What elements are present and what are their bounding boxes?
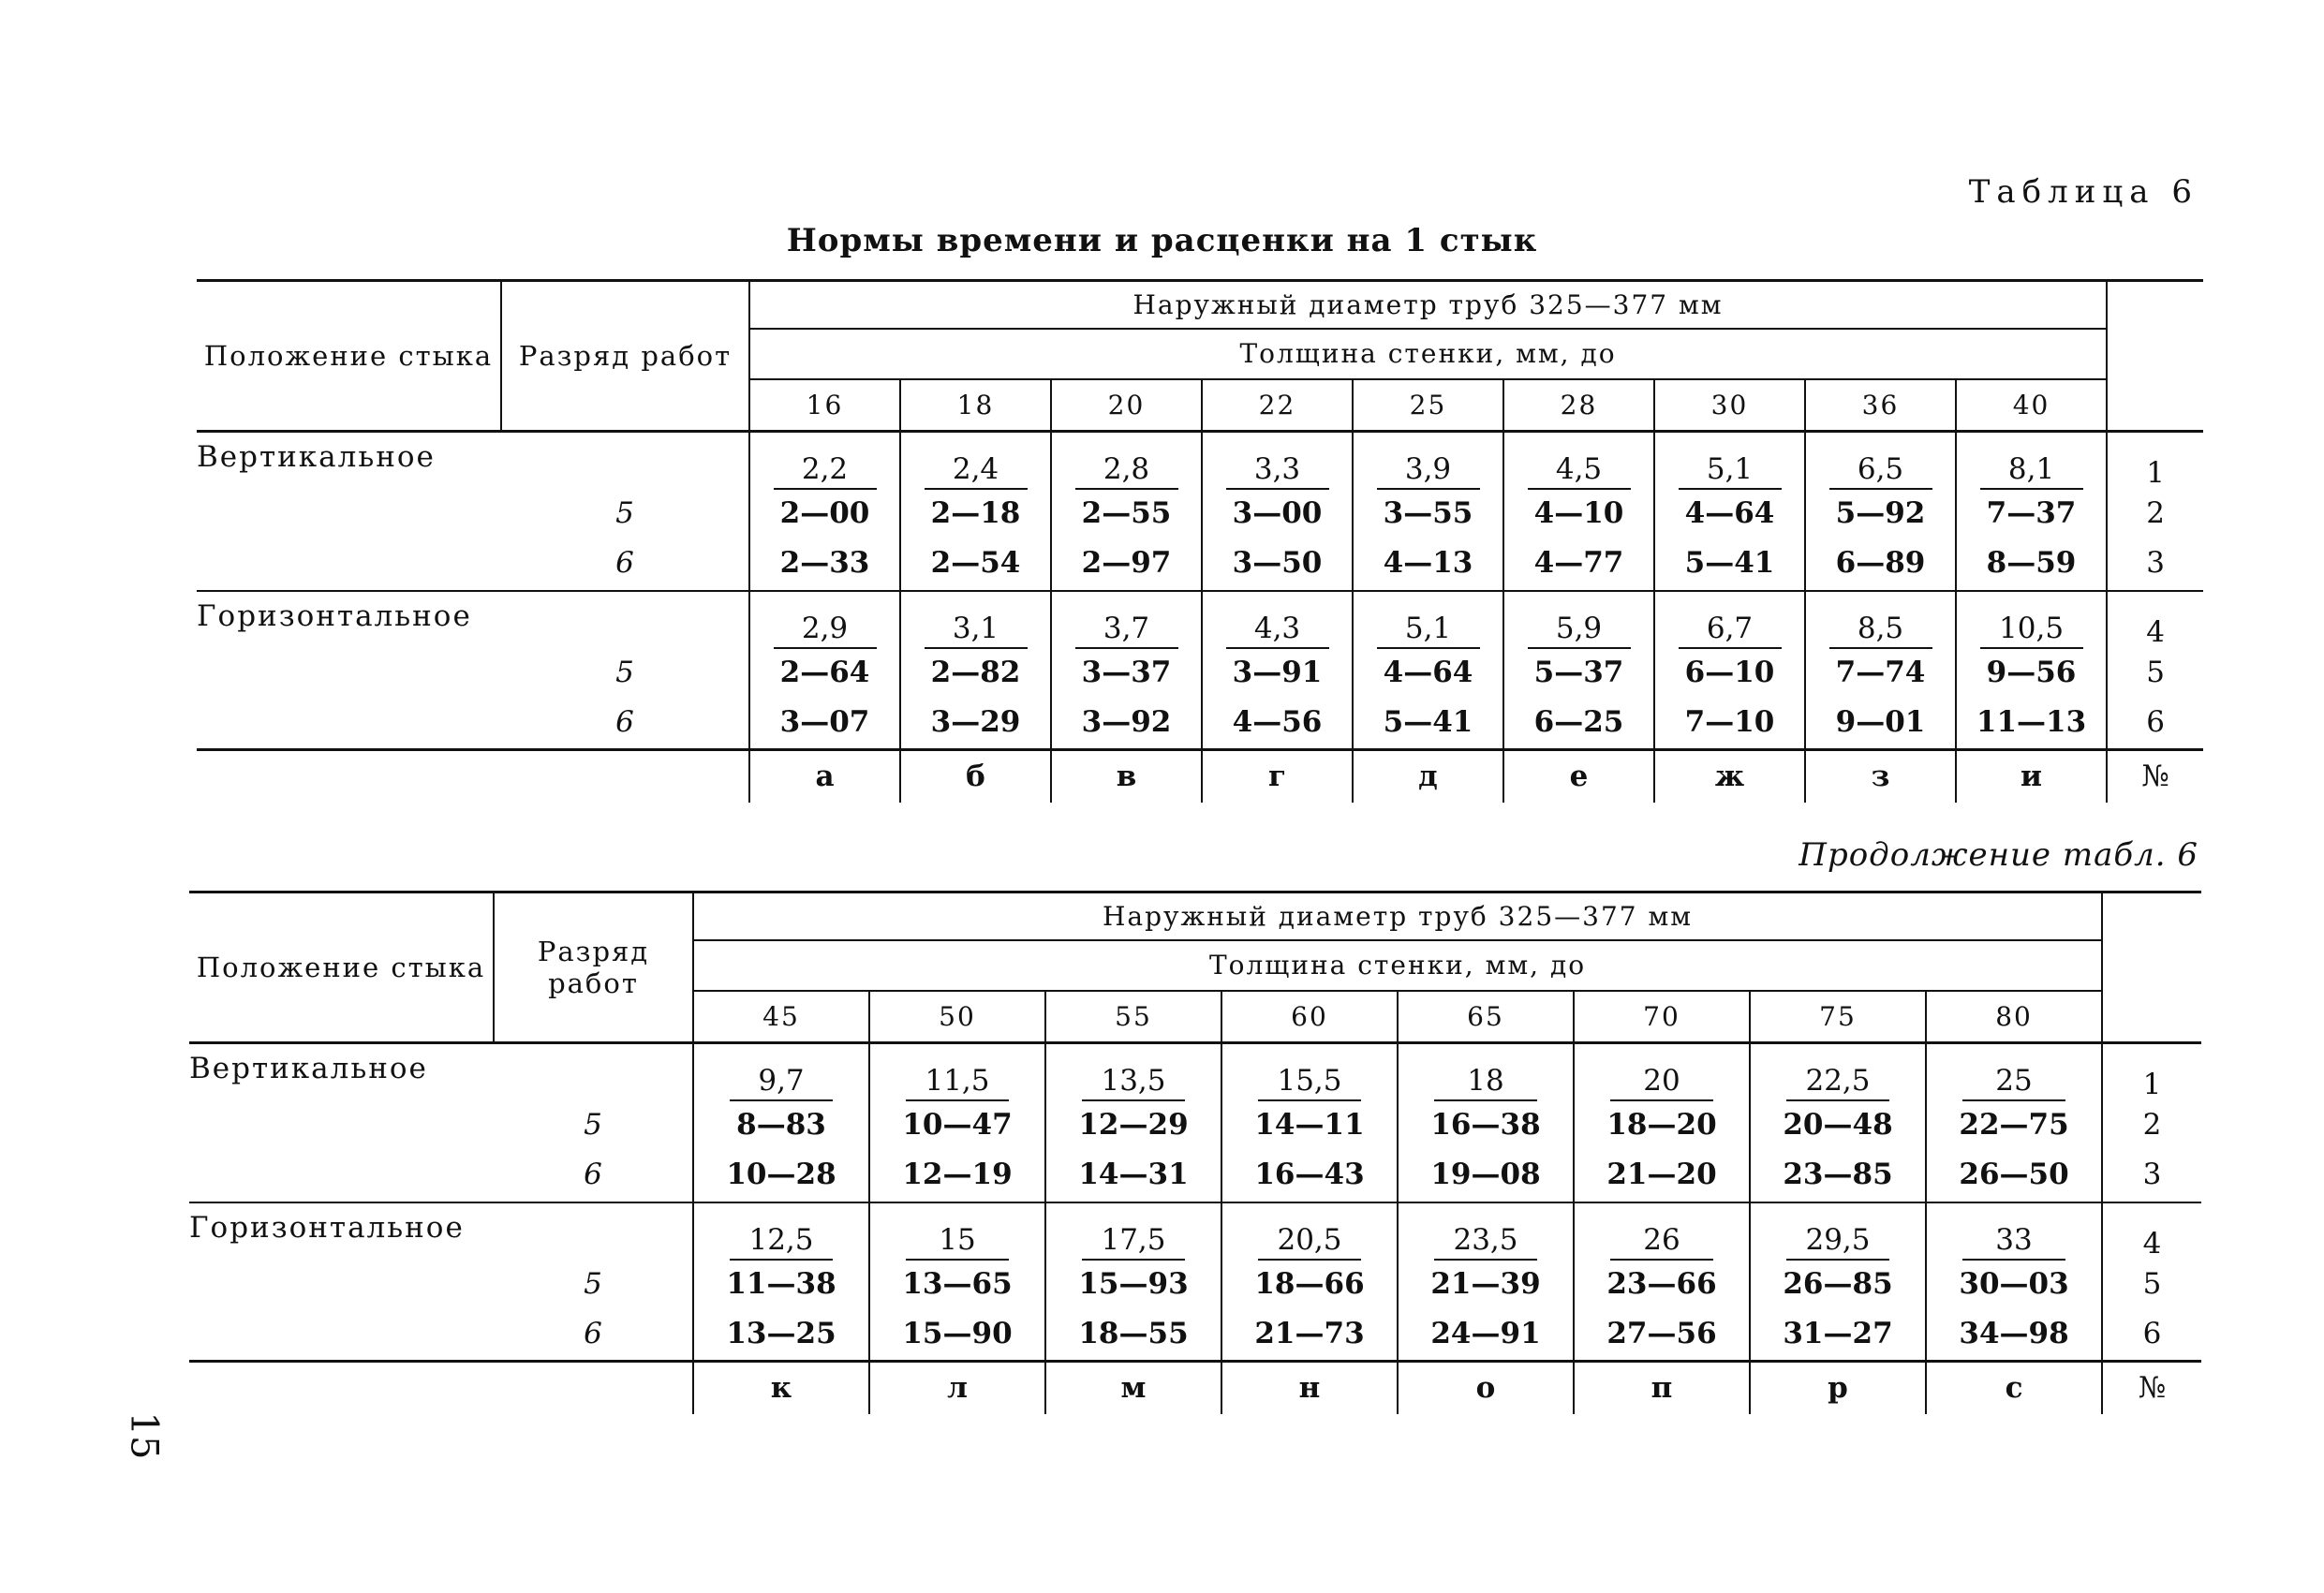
time-norm-value: 5,9 [1528, 610, 1631, 649]
time-norm-cell [1926, 1202, 2102, 1261]
time-norm-value: 26 [1610, 1221, 1713, 1261]
time-norm-cell [1574, 1202, 1750, 1261]
row-number: 6 [2142, 1316, 2162, 1350]
rate-grade-6: 5—41 [1353, 696, 1503, 750]
time-norm-value: 4,5 [1528, 450, 1631, 490]
time-norm-cell [1045, 1043, 1221, 1101]
thickness-value: 28 [1503, 379, 1654, 432]
rate-grade-6: 26—50 [1926, 1148, 2102, 1202]
time-norm-value: 3,9 [1377, 450, 1480, 490]
column-letter: о [1398, 1362, 1574, 1414]
time-norm-value: 2,4 [925, 450, 1028, 490]
column-letter: д [1353, 750, 1503, 803]
number-sign: № [2107, 750, 2203, 803]
time-norm-value: 22,5 [1786, 1062, 1889, 1101]
time-norm-cell [1202, 432, 1353, 490]
thickness-value: 60 [1221, 991, 1398, 1043]
column-letter: к [693, 1362, 869, 1414]
thickness-value: 55 [1045, 991, 1221, 1043]
time-norm-cell [1805, 432, 1956, 490]
time-norm-value: 5,1 [1377, 610, 1480, 649]
row-number: 2 [2146, 495, 2165, 530]
rate-grade-5: 2—18 [900, 490, 1051, 537]
rate-grade-5: 26—85 [1750, 1261, 1926, 1307]
rate-grade-6: 3—07 [749, 696, 900, 750]
rate-grade-6: 12—19 [869, 1148, 1045, 1202]
wall-thickness-header: Толщина стенки, мм, до [749, 329, 2107, 379]
time-norm-cell [1956, 591, 2107, 649]
diameter-header: Наружный диаметр труб 325—377 мм [693, 892, 2102, 940]
rate-grade-6: 27—56 [1574, 1307, 1750, 1362]
rate-grade-6: 15—90 [869, 1307, 1045, 1362]
page-number: 15 [122, 1411, 166, 1460]
rate-grade-5: 21—39 [1398, 1261, 1574, 1307]
rate-grade-6: 2—97 [1051, 537, 1202, 591]
row-number: 5 [2146, 655, 2165, 689]
rate-grade-6: 5—41 [1654, 537, 1805, 591]
rate-grade-5: 4—64 [1654, 490, 1805, 537]
continuation-label: Продолжение табл. 6 [1799, 836, 2198, 874]
time-norm-value: 8,1 [1980, 450, 2083, 490]
row-number: 5 [2142, 1266, 2162, 1301]
label-blank [189, 1101, 494, 1148]
time-norm-cell [693, 1043, 869, 1101]
label-blank [189, 1148, 494, 1202]
rate-grade-6: 4—77 [1503, 537, 1654, 591]
time-norm-cell [1503, 432, 1654, 490]
grade-6-label: 6 [494, 1307, 693, 1362]
rate-grade-6: 3—29 [900, 696, 1051, 750]
time-norm-value: 6,5 [1829, 450, 1932, 490]
position-header: Положение стыка [189, 892, 494, 1043]
label-blank [197, 537, 501, 591]
rate-grade-6: 19—08 [1398, 1148, 1574, 1202]
rate-grade-6: 6—25 [1503, 696, 1654, 750]
time-norm-cell [1503, 591, 1654, 649]
column-letter: м [1045, 1362, 1221, 1414]
thickness-value: 70 [1574, 991, 1750, 1043]
time-norm-value: 5,1 [1679, 450, 1782, 490]
rate-grade-6: 2—54 [900, 537, 1051, 591]
rate-grade-5: 14—11 [1221, 1101, 1398, 1148]
rate-grade-5: 5—37 [1503, 649, 1654, 696]
rate-grade-5: 18—20 [1574, 1101, 1750, 1148]
thickness-value: 30 [1654, 379, 1805, 432]
rate-grade-6: 7—10 [1654, 696, 1805, 750]
column-letter: ж [1654, 750, 1805, 803]
rate-grade-6: 6—89 [1805, 537, 1956, 591]
rate-grade-6: 11—13 [1956, 696, 2107, 750]
column-letter: н [1221, 1362, 1398, 1414]
thickness-value: 18 [900, 379, 1051, 432]
row-number: 6 [2146, 704, 2165, 739]
time-norm-cell [869, 1043, 1045, 1101]
time-norm-cell [900, 432, 1051, 490]
rate-grade-5: 7—37 [1956, 490, 2107, 537]
thickness-value: 20 [1051, 379, 1202, 432]
rate-grade-6: 2—33 [749, 537, 900, 591]
grade-5-label: 5 [501, 649, 749, 696]
column-letter: е [1503, 750, 1654, 803]
diameter-header: Наружный диаметр труб 325—377 мм [749, 281, 2107, 329]
time-norm-value: 29,5 [1786, 1221, 1889, 1261]
rate-grade-5: 10—47 [869, 1101, 1045, 1148]
rate-grade-5: 2—82 [900, 649, 1051, 696]
column-letter: г [1202, 750, 1353, 803]
column-letter: р [1750, 1362, 1926, 1414]
time-norm-cell [1051, 432, 1202, 490]
rate-grade-5: 11—38 [693, 1261, 869, 1307]
grade-header: Разряд работ [494, 892, 693, 1043]
row-number: 1 [2146, 455, 2165, 490]
time-norm-value: 6,7 [1679, 610, 1782, 649]
grade-blank [494, 1043, 693, 1101]
rate-grade-6: 3—92 [1051, 696, 1202, 750]
thickness-value: 50 [869, 991, 1045, 1043]
rate-grade-5: 2—64 [749, 649, 900, 696]
time-norm-value: 15,5 [1258, 1062, 1361, 1101]
rate-grade-6: 16—43 [1221, 1148, 1398, 1202]
wall-thickness-header: Толщина стенки, мм, до [693, 940, 2102, 991]
time-norm-cell [1221, 1043, 1398, 1101]
thickness-value: 45 [693, 991, 869, 1043]
row-number: 2 [2142, 1107, 2162, 1142]
time-norm-cell [1654, 432, 1805, 490]
row-number: 1 [2142, 1067, 2162, 1101]
rate-grade-5: 3—91 [1202, 649, 1353, 696]
time-norm-value: 2,9 [774, 610, 877, 649]
letter-blank [197, 750, 749, 803]
rate-grade-6: 23—85 [1750, 1148, 1926, 1202]
grade-6-label: 6 [501, 537, 749, 591]
rate-grade-5: 4—64 [1353, 649, 1503, 696]
time-norm-value: 4,3 [1226, 610, 1329, 649]
time-norm-cell [1956, 432, 2107, 490]
joint-position-label: Вертикальное [189, 1052, 428, 1085]
time-norm-value: 11,5 [906, 1062, 1009, 1101]
time-norm-cell [1750, 1202, 1926, 1261]
rate-grade-6: 10—28 [693, 1148, 869, 1202]
rate-grade-5: 2—00 [749, 490, 900, 537]
thickness-value: 25 [1353, 379, 1503, 432]
rate-grade-6: 13—25 [693, 1307, 869, 1362]
time-norm-cell [1398, 1202, 1574, 1261]
rate-grade-5: 3—37 [1051, 649, 1202, 696]
grade-blank [501, 432, 749, 490]
time-norm-value: 2,2 [774, 450, 877, 490]
rate-grade-6: 8—59 [1956, 537, 2107, 591]
time-norm-value: 33 [1962, 1221, 2065, 1261]
rate-grade-5: 16—38 [1398, 1101, 1574, 1148]
time-norm-cell [1051, 591, 1202, 649]
time-norm-cell [1353, 432, 1503, 490]
grade-blank [494, 1202, 693, 1261]
rate-grade-6: 9—01 [1805, 696, 1956, 750]
time-norm-cell [749, 432, 900, 490]
rate-grade-5: 9—56 [1956, 649, 2107, 696]
rate-grade-5: 23—66 [1574, 1261, 1750, 1307]
time-norm-cell [900, 591, 1051, 649]
column-letter: з [1805, 750, 1956, 803]
thickness-value: 65 [1398, 991, 1574, 1043]
time-norm-cell [1574, 1043, 1750, 1101]
rate-grade-6: 3—50 [1202, 537, 1353, 591]
rate-grade-5: 2—55 [1051, 490, 1202, 537]
time-norm-value: 12,5 [730, 1221, 833, 1261]
time-norm-value: 9,7 [730, 1062, 833, 1101]
position-header: Положение стыка [197, 281, 501, 432]
grade-5-label: 5 [494, 1101, 693, 1148]
rate-grade-5: 5—92 [1805, 490, 1956, 537]
label-blank [197, 649, 501, 696]
grade-6-label: 6 [494, 1148, 693, 1202]
column-letter: а [749, 750, 900, 803]
thickness-value: 80 [1926, 991, 2102, 1043]
time-norm-value: 2,8 [1075, 450, 1178, 490]
thickness-value: 40 [1956, 379, 2107, 432]
rate-grade-6: 4—56 [1202, 696, 1353, 750]
norms-table-1 [197, 279, 2203, 803]
joint-position-label: Горизонтальное [197, 591, 501, 649]
row-number: 3 [2146, 546, 2165, 580]
table-title: Нормы времени и расценки на 1 стык [786, 222, 1538, 259]
rate-grade-5: 22—75 [1926, 1101, 2102, 1148]
row-number: 3 [2142, 1158, 2162, 1191]
grade-6-label: 6 [501, 696, 749, 750]
time-norm-value: 23,5 [1434, 1221, 1537, 1261]
label-blank [189, 1261, 494, 1307]
time-norm-value: 8,5 [1829, 610, 1932, 649]
grade-5-label: 5 [494, 1261, 693, 1307]
time-norm-value: 15 [906, 1221, 1009, 1261]
rate-grade-5: 4—10 [1503, 490, 1654, 537]
time-norm-value: 17,5 [1082, 1221, 1185, 1261]
time-norm-cell [1398, 1043, 1574, 1101]
time-norm-cell [749, 591, 900, 649]
rate-grade-6: 14—31 [1045, 1148, 1221, 1202]
time-norm-cell [1353, 591, 1503, 649]
time-norm-cell [1805, 591, 1956, 649]
time-norm-value: 3,3 [1226, 450, 1329, 490]
grade-header: Разряд работ [501, 281, 749, 432]
rate-grade-5: 15—93 [1045, 1261, 1221, 1307]
column-letter: л [869, 1362, 1045, 1414]
rate-grade-6: 24—91 [1398, 1307, 1574, 1362]
time-norm-cell [1926, 1043, 2102, 1101]
time-norm-cell [693, 1202, 869, 1261]
time-norm-value: 3,7 [1075, 610, 1178, 649]
rate-grade-5: 18—66 [1221, 1261, 1398, 1307]
thickness-value: 22 [1202, 379, 1353, 432]
rate-grade-5: 20—48 [1750, 1101, 1926, 1148]
time-norm-value: 3,1 [925, 610, 1028, 649]
label-blank [189, 1307, 494, 1362]
rate-grade-5: 13—65 [869, 1261, 1045, 1307]
column-letter: с [1926, 1362, 2102, 1414]
number-sign: № [2102, 1362, 2201, 1414]
rate-grade-6: 4—13 [1353, 537, 1503, 591]
label-blank [197, 490, 501, 537]
rate-grade-6: 21—73 [1221, 1307, 1398, 1362]
rate-grade-6: 18—55 [1045, 1307, 1221, 1362]
joint-position-label: Горизонтальное [189, 1202, 494, 1261]
rate-grade-5: 3—00 [1202, 490, 1353, 537]
letter-blank [189, 1362, 693, 1414]
row-number-header [2102, 892, 2201, 1043]
table-number-label: Таблица 6 [1968, 173, 2198, 211]
column-letter: в [1051, 750, 1202, 803]
rate-grade-6: 34—98 [1926, 1307, 2102, 1362]
rate-grade-6: 21—20 [1574, 1148, 1750, 1202]
thickness-value: 36 [1805, 379, 1956, 432]
row-number-header [2107, 281, 2203, 432]
joint-position-label: Вертикальное [197, 440, 436, 474]
rate-grade-6: 31—27 [1750, 1307, 1926, 1362]
grade-5-label: 5 [501, 490, 749, 537]
rate-grade-5: 6—10 [1654, 649, 1805, 696]
row-number: 4 [2107, 591, 2203, 649]
label-blank [197, 696, 501, 750]
time-norm-value: 25 [1962, 1062, 2065, 1101]
thickness-value: 75 [1750, 991, 1926, 1043]
time-norm-value: 20,5 [1258, 1221, 1361, 1261]
time-norm-cell [1202, 591, 1353, 649]
rate-grade-5: 8—83 [693, 1101, 869, 1148]
time-norm-cell [1654, 591, 1805, 649]
rate-grade-5: 3—55 [1353, 490, 1503, 537]
time-norm-value: 18 [1434, 1062, 1537, 1101]
time-norm-cell [1221, 1202, 1398, 1261]
time-norm-value: 10,5 [1980, 610, 2083, 649]
column-letter: б [900, 750, 1051, 803]
rate-grade-5: 12—29 [1045, 1101, 1221, 1148]
time-norm-value: 20 [1610, 1062, 1713, 1101]
time-norm-value: 13,5 [1082, 1062, 1185, 1101]
rate-grade-5: 30—03 [1926, 1261, 2102, 1307]
column-letter: п [1574, 1362, 1750, 1414]
time-norm-cell [1750, 1043, 1926, 1101]
time-norm-cell [1045, 1202, 1221, 1261]
grade-blank [501, 591, 749, 649]
norms-table-2 [189, 891, 2201, 1414]
thickness-value: 16 [749, 379, 900, 432]
time-norm-cell [869, 1202, 1045, 1261]
row-number: 4 [2102, 1202, 2201, 1261]
column-letter: и [1956, 750, 2107, 803]
rate-grade-5: 7—74 [1805, 649, 1956, 696]
